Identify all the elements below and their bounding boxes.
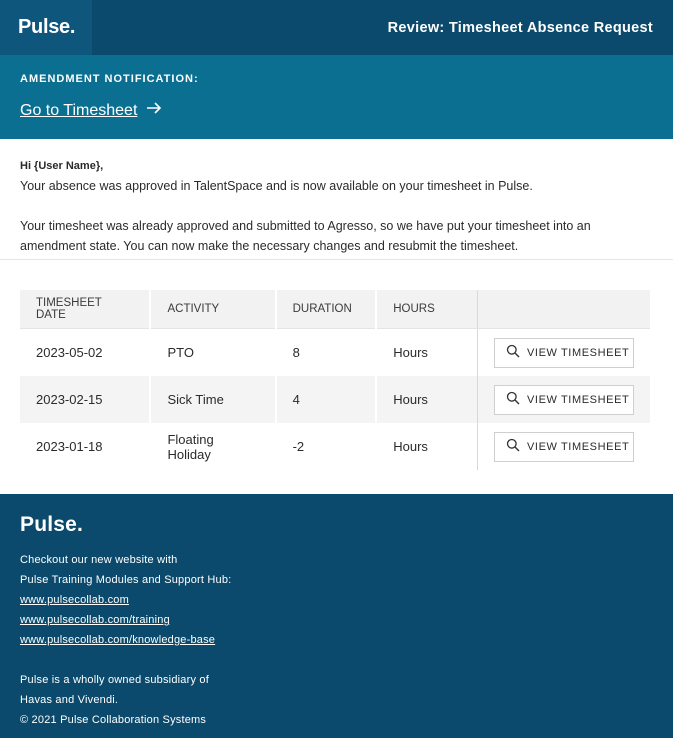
amendment-notification — [0, 55, 673, 139]
col-timesheet-date: TIMESHEET DATE — [20, 290, 150, 329]
cell-hours: Hours — [376, 423, 477, 470]
notification-label: AMENDMENT NOTIFICATION: — [20, 73, 199, 85]
col-hours: HOURS — [376, 290, 477, 329]
footer-link-website[interactable]: www.pulsecollab.com — [20, 594, 129, 606]
cell-date: 2023-01-18 — [20, 423, 150, 470]
view-timesheet-button[interactable] — [494, 338, 634, 368]
cell-action — [478, 423, 652, 470]
footer-link-training[interactable]: www.pulsecollab.com/training — [20, 614, 170, 626]
cell-activity: Floating Holiday — [150, 423, 275, 470]
cell-hours: Hours — [376, 376, 477, 423]
cell-date: 2023-02-15 — [20, 376, 150, 423]
cell-duration: 8 — [276, 329, 377, 377]
cell-activity: Sick Time — [150, 376, 275, 423]
message-body — [0, 139, 673, 259]
view-timesheet-label: VIEW TIMESHEET — [527, 440, 630, 453]
view-timesheet-button[interactable] — [494, 385, 634, 415]
cell-duration: 4 — [276, 376, 377, 423]
view-timesheet-label: VIEW TIMESHEET — [527, 346, 630, 359]
view-timesheet-label: VIEW TIMESHEET — [527, 393, 630, 406]
table-row — [20, 423, 651, 470]
col-duration: DURATION — [276, 290, 377, 329]
logo-box[interactable] — [0, 0, 92, 55]
cell-date: 2023-05-02 — [20, 329, 150, 377]
arrow-right-icon — [145, 99, 163, 122]
greeting: Hi {User Name}, — [20, 160, 104, 172]
footer-link-knowledge-base[interactable]: www.pulsecollab.com/knowledge-base — [20, 634, 216, 646]
cell-duration: -2 — [276, 423, 377, 470]
go-to-timesheet-label: Go to Timesheet — [20, 101, 138, 119]
timesheet-table — [20, 290, 652, 470]
footer-intro-1: Checkout our new website with — [20, 554, 178, 566]
table-row — [20, 329, 651, 377]
footer — [0, 494, 673, 738]
col-activity: ACTIVITY — [150, 290, 275, 329]
view-timesheet-button[interactable] — [494, 432, 634, 462]
search-icon — [506, 344, 520, 361]
timesheet-table-section — [0, 260, 673, 494]
footer-logo: Pulse. — [20, 513, 84, 536]
cell-hours: Hours — [376, 329, 477, 377]
footer-intro-2: Pulse Training Modules and Support Hub: — [20, 574, 232, 586]
footer-subsidiary-1: Pulse is a wholly owned subsidiary of — [20, 674, 209, 686]
page-title: Review: Timesheet Absence Request — [387, 19, 653, 36]
search-icon — [506, 438, 520, 455]
message-line-2: Your timesheet was already approved and submitted to Agresso, so we have put your timesheet into an amendment state. You can now make the necessary changes and resubmit the timesheet. — [20, 219, 591, 253]
footer-copyright: © 2021 Pulse Collaboration Systems — [20, 714, 207, 726]
table-header-row — [20, 290, 651, 329]
cell-action — [478, 329, 652, 377]
footer-subsidiary-2: Havas and Vivendi. — [20, 694, 119, 706]
message-line-1: Your absence was approved in TalentSpace and is now available on your timesheet in Pulse. — [20, 179, 533, 193]
cell-action — [478, 376, 652, 423]
cell-activity: PTO — [150, 329, 275, 377]
col-action — [478, 290, 652, 329]
search-icon — [506, 391, 520, 408]
go-to-timesheet-link[interactable] — [20, 99, 163, 122]
top-bar — [0, 0, 673, 55]
table-row — [20, 376, 651, 423]
pulse-logo: Pulse. — [18, 16, 76, 38]
